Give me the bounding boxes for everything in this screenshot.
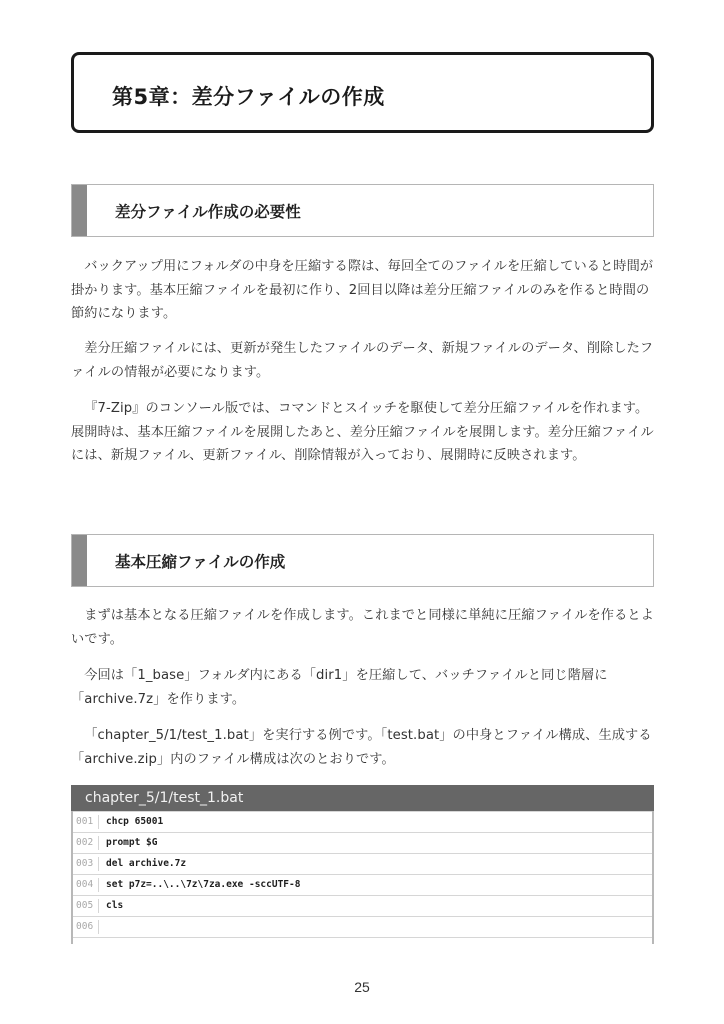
line-number: 001 <box>73 815 99 829</box>
section-title: 差分ファイル作成の必要性 <box>115 203 301 221</box>
chapter-title-box <box>71 52 654 133</box>
line-code: cls <box>106 900 124 911</box>
code-body <box>71 811 654 938</box>
line-number: 004 <box>73 878 99 892</box>
paragraph: 「chapter_5/1/test_1.bat」を実行する例です。「test.bat」の中身とファイル構成、生成する「archive.zip」内のファイル構成は次のとおりです。 <box>71 728 652 767</box>
page-number: 25 <box>354 979 370 995</box>
line-code: prompt $G <box>106 837 158 848</box>
line-code: del archive.7z <box>106 858 187 869</box>
code-line <box>73 854 652 875</box>
code-filename: chapter_5/1/test_1.bat <box>71 785 654 811</box>
code-line <box>73 917 652 938</box>
section-heading-necessity <box>71 184 654 237</box>
code-continuation <box>71 938 654 944</box>
paragraph: まずは基本となる圧縮ファイルを作成します。これまでと同様に単純に圧縮ファイルを作るとよいです。 <box>71 608 654 647</box>
chapter-title: 第5章：差分ファイルの作成 <box>112 85 385 109</box>
paragraph: 今回は「1_base」フォルダ内にある「dir1」を圧縮して、バッチファイルと同じ階層に「archive.7z」を作ります。 <box>71 668 608 707</box>
section-accent-bar <box>72 185 87 236</box>
line-code <box>99 917 106 937</box>
line-number: 002 <box>73 836 99 850</box>
code-listing <box>71 785 654 944</box>
code-line <box>73 875 652 896</box>
paragraph: バックアップ用にフォルダの中身を圧縮する際は、毎回全てのファイルを圧縮していると時間が掛かります。基本圧縮ファイルを最初に作り、2回目以降は差分圧縮ファイルのみを作ると時間の節約になります。 <box>71 259 654 321</box>
code-line <box>73 811 652 833</box>
paragraph: 『7-Zip』のコンソール版では、コマンドとスイッチを駆使して差分圧縮ファイルを作れます。展開時は、基本圧縮ファイルを展開したあと、差分圧縮ファイルを展開します。差分圧縮ファイルには、新規ファイル、更新ファイル、削除情報が入っており、展開時に反映されます。 <box>71 401 654 463</box>
code-line <box>73 896 652 917</box>
line-number: 005 <box>73 899 99 913</box>
section-heading-base-archive <box>71 534 654 587</box>
line-code: chcp 65001 <box>106 816 164 827</box>
line-number: 006 <box>73 920 99 934</box>
section-title: 基本圧縮ファイルの作成 <box>115 553 286 571</box>
line-number: 003 <box>73 857 99 871</box>
paragraph: 差分圧縮ファイルには、更新が発生したファイルのデータ、新規ファイルのデータ、削除したファイルの情報が必要になります。 <box>71 341 654 380</box>
code-line <box>73 833 652 854</box>
line-code: set p7z=..\..\7z\7za.exe -sccUTF-8 <box>106 879 301 890</box>
section-accent-bar <box>72 535 87 586</box>
